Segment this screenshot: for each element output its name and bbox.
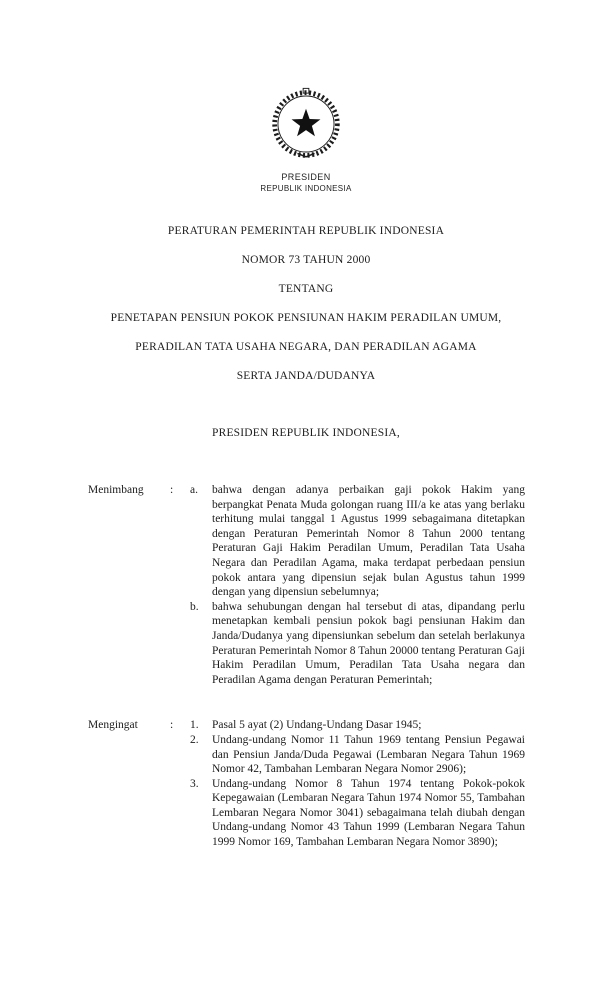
title-line-subject-2: PERADILAN TATA USAHA NEGARA, DAN PERADILAN AGAMA	[135, 341, 477, 353]
document-header	[0, 0, 612, 193]
item-text: Undang-undang Nomor 11 Tahun 1969 tentang Pensiun Pegawai dan Pensiun Janda/Duda Pegawai (Lembaran Negara Tahun 1969 Nomor 42, Tambahan Lembaran Negara Nomor 2906);	[212, 733, 525, 776]
org-name-line2: REPUBLIK INDONESIA	[260, 184, 352, 193]
presidential-seal-icon	[268, 86, 344, 162]
item-marker: 2.	[190, 733, 199, 746]
org-name-line1: PRESIDEN	[281, 172, 331, 182]
item-marker: 1.	[190, 719, 199, 732]
title-line-tentang: TENTANG	[278, 283, 334, 295]
title-line-subject-1: PENETAPAN PENSIUN POKOK PENSIUNAN HAKIM PERADILAN UMUM,	[110, 312, 502, 324]
section-separator: :	[170, 719, 174, 732]
section-mengingat	[88, 718, 525, 849]
item-text: Pasal 5 ayat (2) Undang-Undang Dasar 1945;	[212, 719, 422, 732]
section-label: Menimbang	[88, 484, 144, 496]
list-item	[190, 718, 525, 733]
list-item	[190, 483, 525, 600]
item-marker: b.	[190, 600, 199, 613]
list-item	[190, 733, 525, 777]
section-menimbang	[88, 483, 525, 687]
item-text: bahwa sehubungan dengan hal tersebut di atas, dipandang perlu menetapkan kembali pensiun pokok bagi pensiunan Hakim dan Janda/Dudanya yang dipensiunkan sebelum dan setelah berlakunya Peraturan Pemerintah Nomor 8 Tahun 20000 tentang Peraturan Gaji Hakim Peradilan Umum, Peradilan Tata Usaha negara dan Peradilan Agama dengan Peraturan Pemerintah;	[212, 600, 525, 686]
list-item	[190, 600, 525, 688]
item-text: bahwa dengan adanya perbaikan gaji pokok Hakim yang berpangkat Penata Muda golongan ruang III/a ke atas yang berlaku terhitung mulai tanggal 1 Agustus 1999 sebagaimana ditetapkan dengan Peraturan Pemerintah Nomor 8 Tahun 2000 tentang Peraturan Gaji Hakim Peradilan Umum, Peradilan Tata Usaha Negara dan Peradilan Agama, maka terdapat perbedaan pensiun pokok antara yang dipensiun sejak bulan Agustus tahun 1999 dengan yang dipensiun sebelumnya;	[212, 484, 525, 599]
title-line-subject-3: SERTA JANDA/DUDANYA	[236, 370, 376, 382]
section-items	[190, 483, 525, 687]
item-marker: 3.	[190, 777, 199, 790]
salutation: PRESIDEN REPUBLIK INDONESIA,	[211, 427, 400, 439]
item-marker: a.	[190, 484, 198, 496]
document-body	[0, 483, 612, 850]
item-text: Undang-undang Nomor 8 Tahun 1974 tentang Pokok-pokok Kepegawaian (Lembaran Negara Tahun 1974 Nomor 55, Tambahan Lembaran Negara Nomor 3041) sebagaimana telah diubah dengan Undang-undang Nomor 43 Tahun 1999 (Lembaran Negara Tahun 1999 Nomor 169, Tambahan Lembaran Negara Nomor 3890);	[212, 777, 525, 849]
section-items	[190, 718, 525, 849]
section-separator: :	[170, 484, 174, 496]
title-block	[0, 225, 612, 382]
title-line-number: NOMOR 73 TAHUN 2000	[241, 254, 371, 266]
title-line-regulation: PERATURAN PEMERINTAH REPUBLIK INDONESIA	[167, 225, 445, 237]
list-item	[190, 777, 525, 850]
section-label: Mengingat	[88, 719, 138, 732]
